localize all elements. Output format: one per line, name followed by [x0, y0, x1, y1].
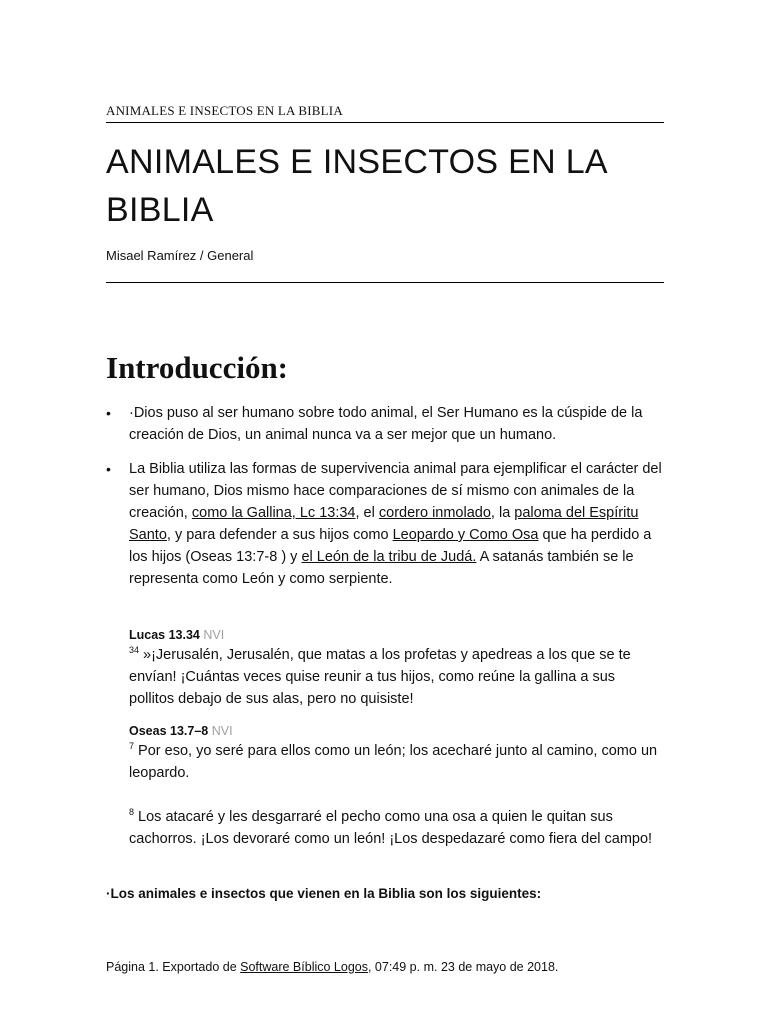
byline: Misael Ramírez / General — [106, 248, 254, 263]
footer-text: , 07:49 p. m. 23 de mayo de 2018. — [367, 960, 559, 974]
list-item — [106, 458, 664, 590]
verse-reference — [129, 626, 664, 644]
verse-body: »¡Jerusalén, Jerusalén, que matas a los profetas y apedreas a los que se te envían! ¡Cuántas veces quise reunir a tus hijos, como reúne la gallina a sus pollitos debajo de sus alas, pero no quisiste! — [129, 647, 631, 707]
link-cordero-inmolado[interactable]: cordero inmolado — [378, 505, 491, 521]
closing-line: ·Los animales e insectos que vienen en la Biblia son los siguientes: — [106, 886, 542, 901]
bullet-text: , y para defender a sus hijos como — [166, 527, 393, 543]
title-divider — [106, 282, 664, 283]
running-header: ANIMALES E INSECTOS EN LA BIBLIA — [106, 103, 664, 123]
verse-number: 8 — [129, 807, 135, 818]
page-footer — [106, 960, 664, 974]
document-title: ANIMALES E INSECTOS EN LA BIBLIA — [106, 143, 607, 229]
bible-version-label[interactable]: NVI — [211, 724, 233, 738]
bullet-text: , la — [490, 505, 515, 521]
link-paloma-espiritu-santo[interactable]: paloma del Espíritu Santo — [129, 505, 639, 543]
list-item — [106, 402, 664, 446]
verse-block-oseas — [129, 722, 664, 850]
bullet-marker: • — [106, 405, 111, 421]
bullet-text: que ha perdido a los hijos (Oseas 13:7-8 ) y — [129, 527, 652, 565]
footer-link-logos[interactable]: Software Bíblico Logos — [240, 960, 368, 974]
verse-body: Los atacaré y les desgarraré el pecho como una osa a quien le quitan sus cachorros. ¡Los devoraré como un león! ¡Los despedazaré como fiera del campo! — [129, 809, 653, 847]
verse-block-lucas — [129, 626, 664, 710]
bullet-text: La Biblia utiliza las formas de supervivencia animal para ejemplificar el carácter del ser humano, Dios mismo hace comparaciones de sí mismo con animales de la creación, — [129, 461, 662, 521]
link-leopardo-osa[interactable]: Leopardo y Como Osa — [392, 527, 539, 543]
verse-reference — [129, 722, 664, 740]
footer-text: Página 1. Exportado de — [106, 960, 241, 974]
link-gallina[interactable]: como la Gallina, Lc 13:34 — [191, 505, 356, 521]
bullet-text: ·Dios puso al ser humano sobre todo animal, el Ser Humano es la cúspide de la creación de Dios, un animal nunca va a ser mejor que un humano. — [129, 405, 643, 443]
bullet-marker: • — [106, 461, 111, 477]
intro-bullet-list — [106, 402, 664, 602]
link-leon-juda[interactable]: el León de la tribu de Judá. — [301, 549, 477, 565]
verse-body: Por eso, yo seré para ellos como un león; los acecharé junto al camino, como un leopardo. — [129, 743, 658, 781]
bullet-text: A satanás también se le representa como León y como serpiente. — [129, 549, 634, 587]
verse-text — [129, 644, 664, 710]
bible-version-label[interactable]: NVI — [203, 628, 225, 642]
verse-ref-link[interactable]: Oseas 13.7–8 — [129, 724, 209, 738]
verse-number: 34 — [129, 645, 140, 656]
verse-text — [129, 740, 664, 784]
bullet-text: , el — [355, 505, 379, 521]
verse-number: 7 — [129, 741, 135, 752]
section-heading-introduccion: Introducción: — [106, 350, 289, 385]
verse-text — [129, 806, 664, 850]
verse-ref-link[interactable]: Lucas 13.34 — [129, 628, 200, 642]
